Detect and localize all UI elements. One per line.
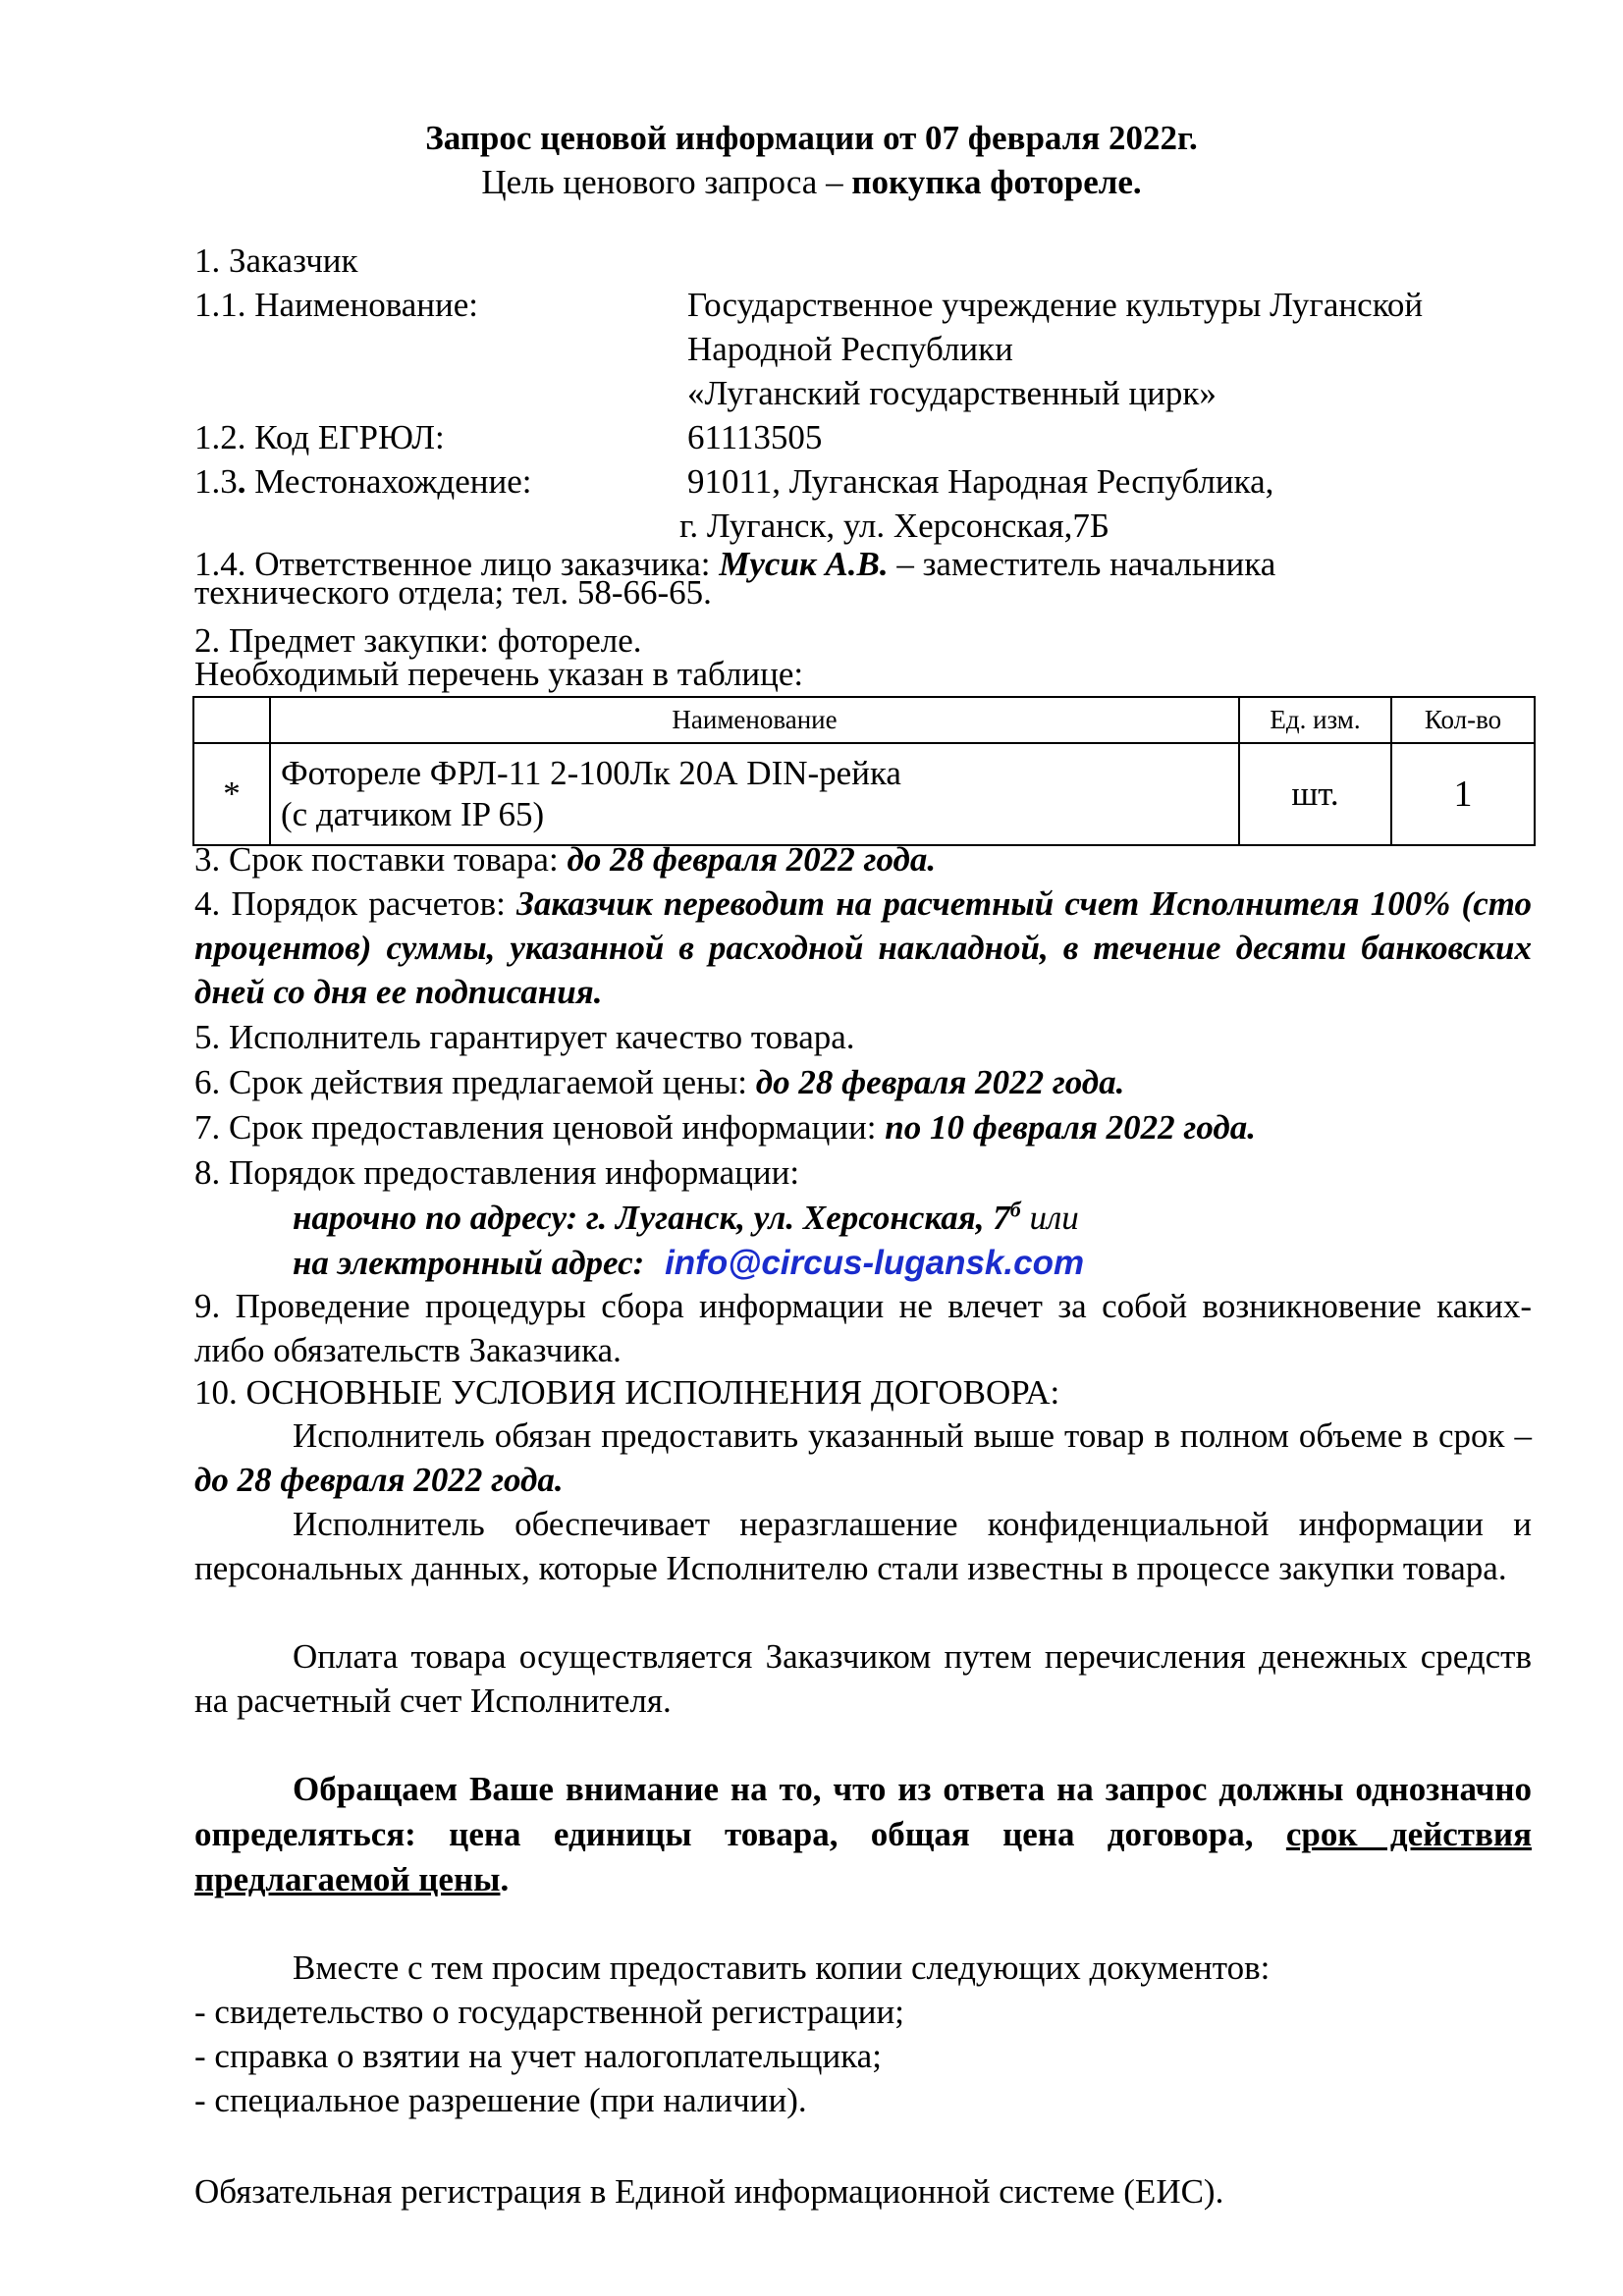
customer-name-line: «Луганский государственный цирк»: [687, 374, 1217, 412]
info-deadline: 7. Срок предоставления ценовой информации: по 10 февраля 2022 года.: [194, 1108, 1256, 1147]
customer-section-title: 1. Заказчик: [194, 241, 358, 280]
email-address[interactable]: info@circus-lugansk.com: [665, 1244, 1085, 1282]
delivery-term-value: до 28 февраля 2022 года.: [567, 840, 937, 879]
submission-by-hand: нарочно по адресу: г. Луганск, ул. Херсонская, $7^б$ или: [293, 1197, 1079, 1237]
submission-procedure: 8. Порядок предоставления информации:: [194, 1153, 800, 1192]
responsible-person: 1.4. Ответственное лицо заказчика: Мусик А.В. – заместитель начальника: [194, 545, 1276, 583]
responsible-person-line2: технического отдела; тел. 58-66-65.: [194, 573, 712, 612]
attention-underlined: срок действия предлагаемой цены: [194, 1815, 1533, 1898]
table-intro: Необходимый перечень указан в таблице:: [194, 655, 804, 693]
customer-location-line: 91011, Луганская Народная Республика,: [687, 462, 1274, 501]
table-header-cell: Наименование: [270, 697, 1239, 743]
documents-intro: Вместе с тем просим предоставить копии следующих документов:: [293, 1949, 1271, 1987]
request-purpose: [0, 160, 1623, 204]
item-quantity: 1: [1391, 743, 1535, 845]
document-title: Запрос ценовой информации от 07 февраля 2022г.: [425, 119, 1198, 157]
no-obligation-note: 9. Проведение процедуры сбора информации не влечет за собой возникновение каких-либо обязательств Заказчика.: [194, 1287, 1532, 1369]
table-row: [193, 743, 1535, 845]
customer-name-line: Государственное учреждение культуры Луганской: [687, 286, 1424, 324]
table-header-cell: Ед. изм.: [1239, 697, 1391, 743]
condition-confidentiality: Исполнитель обеспечивает неразглашение конфиденциальной информации и персональных данных, которые Исполнителю стали известны в процессе закупки товара.: [194, 1505, 1532, 1587]
document-list-item: - свидетельство о государственной регистрации;: [194, 1993, 904, 2031]
table-header-cell: Кол-во: [1391, 697, 1535, 743]
condition-delivery: Исполнитель обязан предоставить указанный выше товар в полном объеме в срок – до 28 февраля 2022 года.: [194, 1416, 1532, 1499]
customer-code-value: 61113505: [687, 418, 823, 456]
table-header-cell: [193, 697, 270, 743]
document-list-item: - специальное разрешение (при наличии).: [194, 2081, 807, 2119]
delivery-term: 3. Срок поставки товара: до 28 февраля 2022 года.: [194, 840, 937, 879]
main-conditions-title: 10. ОСНОВНЫЕ УСЛОВИЯ ИСПОЛНЕНИЯ ДОГОВОРА:: [194, 1373, 1060, 1412]
payment-terms-value: Заказчик переводит на расчетный счет Исполнителя 100% (сто процентов) суммы, указанной в расходной накладной, в течение десяти банковских дней со дня ее подписания.: [194, 884, 1532, 1011]
items-table: [192, 696, 1536, 846]
condition-payment: Оплата товара осуществляется Заказчиком путем перечисления денежных средств на расчетный счет Исполнителя.: [194, 1637, 1532, 1720]
payment-terms: 4. Порядок расчетов: Заказчик переводит на расчетный счет Исполнителя 100% (сто процентов) суммы, указанной в расходной накладной, в течение десяти банковских дней со дня ее подписания.: [194, 884, 1532, 1011]
submission-by-email: на электронный адрес: info@circus-lugansk.com: [293, 1244, 1085, 1282]
registration-note: Обязательная регистрация в Единой информационной системе (ЕИС).: [194, 2172, 1224, 2211]
customer-location-label: 1.3. Местонахождение:: [194, 462, 532, 501]
purpose-prefix: Цель ценового запроса –: [481, 163, 843, 201]
customer-location-line: г. Луганск, ул. Херсонская,7Б: [679, 507, 1109, 545]
responsible-name: Мусик А.В.: [719, 545, 889, 583]
item-name-line: (с датчиком IP 65): [281, 795, 545, 833]
price-validity: 6. Срок действия предлагаемой цены: до 28 февраля 2022 года.: [194, 1063, 1125, 1101]
row-marker: *: [193, 743, 270, 845]
document-list-item: - справка о взятии на учет налогоплательщика;: [194, 2037, 882, 2075]
customer-name-line: Народной Республики: [687, 330, 1013, 368]
purpose-value: покупка фотореле.: [851, 163, 1142, 201]
price-validity-value: до 28 февраля 2022 года.: [755, 1063, 1125, 1101]
table-header-row: [193, 697, 1535, 743]
item-name-cell: [270, 743, 1239, 845]
attention-note: Обращаем Ваше внимание на то, что из ответа на запрос должны однозначно определяться: цена единицы товара, общая цена договора, срок действия предлагаемой цены.: [194, 1770, 1533, 1898]
info-deadline-value: по 10 февраля 2022 года.: [885, 1108, 1256, 1147]
item-unit: шт.: [1239, 743, 1391, 845]
customer-code-label: 1.2. Код ЕГРЮЛ:: [194, 418, 445, 456]
quality-guarantee: 5. Исполнитель гарантирует качество товара.: [194, 1018, 855, 1056]
customer-name-label: 1.1. Наименование:: [194, 286, 479, 324]
purchase-subject: 2. Предмет закупки: фотореле.: [194, 621, 642, 660]
item-name-line: Фотореле ФРЛ-11 2-100Лк 20А DIN-рейка: [281, 754, 901, 792]
